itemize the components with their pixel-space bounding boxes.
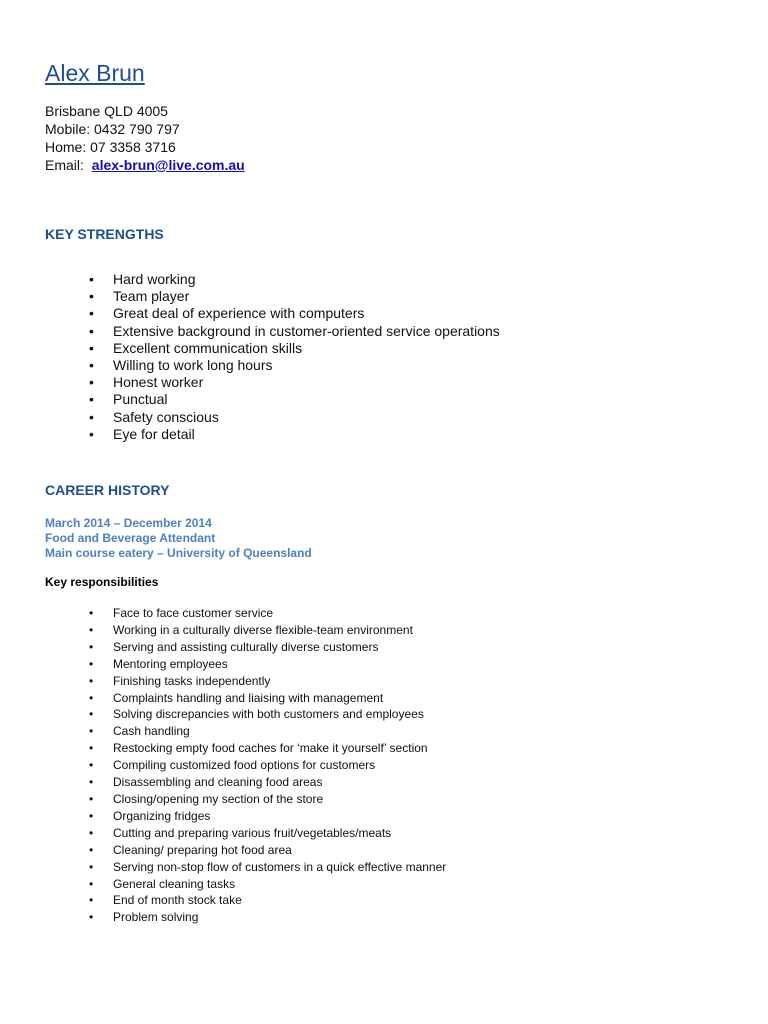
list-item: • Compiling customized food options for customers: [0, 757, 446, 774]
career-history-heading: CAREER HISTORY: [45, 482, 170, 498]
list-item: • Cash handling: [0, 723, 446, 740]
job-dates: March 2014 – December 2014: [45, 516, 212, 530]
list-item: • Safety conscious: [0, 409, 500, 426]
list-item: • Willing to work long hours: [0, 357, 500, 374]
responsibilities-list: [0, 605, 446, 926]
list-item: • Hard working: [0, 271, 500, 288]
candidate-name: Alex Brun: [45, 60, 145, 86]
list-item: • Team player: [0, 288, 500, 305]
list-item: • Restocking empty food caches for ‘make it yourself’ section: [0, 740, 446, 757]
list-item: • Disassembling and cleaning food areas: [0, 774, 446, 791]
list-item: • Working in a culturally diverse flexible-team environment: [0, 622, 446, 639]
list-item: • Mentoring employees: [0, 656, 446, 673]
address: Brisbane QLD 4005: [45, 103, 168, 119]
list-item: • Face to face customer service: [0, 605, 446, 622]
list-item: • Excellent communication skills: [0, 340, 500, 357]
list-item: • Closing/opening my section of the store: [0, 791, 446, 808]
list-item: • Eye for detail: [0, 426, 500, 443]
email-label: Email:: [45, 157, 84, 173]
job-employer: Main course eatery – University of Queensland: [45, 546, 312, 560]
list-item: • Great deal of experience with computers: [0, 305, 500, 322]
list-item: • Honest worker: [0, 374, 500, 391]
key-strengths-heading: KEY STRENGTHS: [45, 226, 164, 242]
email-row: [45, 156, 245, 174]
key-strengths-list: [0, 271, 500, 443]
home-phone: Home: 07 3358 3716: [45, 139, 176, 155]
list-item: • Serving and assisting culturally diverse customers: [0, 639, 446, 656]
list-item: • Problem solving: [0, 909, 446, 926]
job-header: [45, 516, 312, 561]
email-link[interactable]: alex-brun@live.com.au: [91, 157, 245, 173]
list-item: • Finishing tasks independently: [0, 673, 446, 690]
list-item: • Cutting and preparing various fruit/vegetables/meats: [0, 825, 446, 842]
job-title: Food and Beverage Attendant: [45, 531, 216, 545]
responsibilities-heading: Key responsibilities: [45, 575, 159, 589]
list-item: • Organizing fridges: [0, 808, 446, 825]
list-item: • Punctual: [0, 391, 500, 408]
list-item: • Cleaning/ preparing hot food area: [0, 842, 446, 859]
list-item: • Complaints handling and liaising with management: [0, 690, 446, 707]
list-item: • End of month stock take: [0, 892, 446, 909]
list-item: • Solving discrepancies with both customers and employees: [0, 706, 446, 723]
list-item: • Serving non-stop flow of customers in a quick effective manner: [0, 859, 446, 876]
contact-block: [45, 102, 245, 174]
list-item: • Extensive background in customer-oriented service operations: [0, 323, 500, 340]
mobile-phone: Mobile: 0432 790 797: [45, 121, 180, 137]
list-item: • General cleaning tasks: [0, 876, 446, 893]
